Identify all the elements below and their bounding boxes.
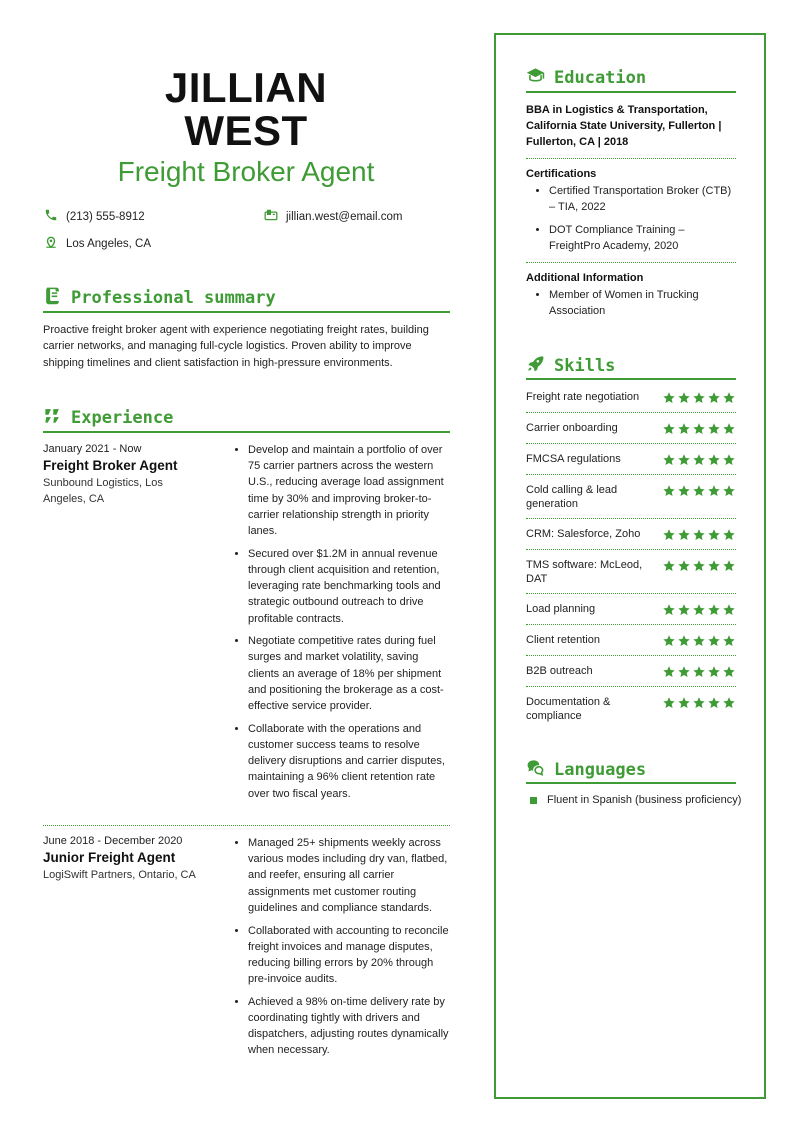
languages-heading-text: Languages <box>554 760 647 780</box>
star-icon <box>707 603 721 622</box>
skill-name: TMS software: McLeod, DAT <box>526 559 643 585</box>
star-icon <box>722 422 736 441</box>
job-2-dates: June 2018 - December 2020 <box>43 835 183 847</box>
summary-heading <box>43 286 276 310</box>
star-icon <box>692 528 706 547</box>
phone-icon <box>44 208 58 225</box>
skill-divider <box>526 549 736 550</box>
star-icon <box>677 559 691 578</box>
skill-row <box>526 665 736 684</box>
skill-rating <box>662 453 736 472</box>
education-divider <box>526 91 736 93</box>
star-icon <box>662 603 676 622</box>
square-bullet-icon <box>530 797 537 804</box>
skill-name: Freight rate negotiation <box>526 391 640 403</box>
star-icon <box>662 559 676 578</box>
education-dots-2 <box>526 262 736 263</box>
skill-row <box>526 634 736 653</box>
skill-row <box>526 603 736 622</box>
star-icon <box>707 422 721 441</box>
star-icon <box>692 422 706 441</box>
star-icon <box>707 391 721 410</box>
job-1-bullet-1: • Develop and maintain a portfolio of over 75 carrier partners across the western U.S., reducing average load assignment time by 30% and improving broker-to-carrier relationship strength in priority lanes. <box>248 442 450 539</box>
job-2-bullet-2: • Collaborated with accounting to reconcile freight invoices and manage disputes, reducing billing errors by 20% through pre-invoice audits. <box>248 923 450 988</box>
star-icon <box>707 696 721 715</box>
job-title: Freight Broker Agent <box>117 156 375 187</box>
skill-divider <box>526 443 736 444</box>
phone-number[interactable]: (213) 555-8912 <box>66 210 145 223</box>
education-dots-1 <box>526 158 736 159</box>
skill-divider <box>526 474 736 475</box>
job-1-dates: January 2021 - Now <box>43 443 142 455</box>
skill-rating <box>662 603 736 622</box>
skill-rating <box>662 528 736 547</box>
star-icon <box>707 634 721 653</box>
skill-row <box>526 484 736 511</box>
star-icon <box>722 528 736 547</box>
star-icon <box>707 559 721 578</box>
certifications-label: Certifications <box>526 168 597 180</box>
star-icon <box>722 484 736 503</box>
star-icon <box>662 453 676 472</box>
star-icon <box>692 603 706 622</box>
language-item <box>530 794 741 806</box>
skills-divider <box>526 378 736 380</box>
job-1-bullets <box>232 442 450 808</box>
certification-2: • DOT Compliance Training – FreightPro Academy, 2020 <box>549 222 736 254</box>
star-icon <box>677 422 691 441</box>
skill-name: B2B outreach <box>526 665 593 677</box>
star-icon <box>662 665 676 684</box>
star-icon <box>692 453 706 472</box>
skill-row <box>526 696 736 723</box>
star-icon <box>722 696 736 715</box>
last-name: WEST <box>184 107 308 154</box>
star-icon <box>677 391 691 410</box>
job-1-bullet-3: • Negotiate competitive rates during fuel surges and market volatility, saving clients an average of 18% per shipment and positioning the brokerage as a cost-effective service provider. <box>248 633 450 714</box>
star-icon <box>722 603 736 622</box>
chat-icon <box>526 758 545 782</box>
skill-row <box>526 391 736 410</box>
skill-row <box>526 422 736 441</box>
star-icon <box>722 453 736 472</box>
job-1-bullet-4: • Collaborate with the operations and customer success teams to resolve delivery disruptions and carrier disputes, maintaining a 96% client retention rate over two fiscal years. <box>248 721 450 802</box>
star-icon <box>662 528 676 547</box>
additional-info-label: Additional Information <box>526 272 644 284</box>
skill-name: Cold calling & lead generation <box>526 484 618 510</box>
certification-1: • Certified Transportation Broker (CTB) – TIA, 2022 <box>549 183 736 215</box>
skill-rating <box>662 559 736 578</box>
skills-heading <box>526 354 615 378</box>
star-icon <box>662 484 676 503</box>
star-icon <box>662 391 676 410</box>
job-1-title: Freight Broker Agent <box>43 458 178 473</box>
star-icon <box>692 634 706 653</box>
job-2-bullets <box>232 835 450 1065</box>
skill-name: Documentation & compliance <box>526 696 611 722</box>
star-icon <box>692 559 706 578</box>
location-text: Los Angeles, CA <box>66 237 152 250</box>
skill-name: Client retention <box>526 634 600 646</box>
job-1-company: Sunbound Logistics, Los Angeles, CA <box>43 477 163 505</box>
education-heading-text: Education <box>554 68 647 88</box>
skill-divider <box>526 686 736 687</box>
additional-info-list <box>526 287 736 326</box>
star-icon <box>677 665 691 684</box>
languages-heading <box>526 758 646 782</box>
skill-name: Load planning <box>526 603 596 615</box>
star-icon <box>722 391 736 410</box>
skill-name: Carrier onboarding <box>526 422 618 434</box>
skill-rating <box>662 665 736 684</box>
star-icon <box>722 559 736 578</box>
skill-rating <box>662 696 736 715</box>
job-2-bullet-1: • Managed 25+ shipments weekly across various modes including dry van, flatbed, and reefer, ensuring all carrier assignments met customer routing guidelines and compliance standards. <box>248 835 450 916</box>
star-icon <box>692 391 706 410</box>
email-icon <box>264 208 278 225</box>
additional-info-1: • Member of Women in Trucking Association <box>549 287 736 319</box>
graduation-cap-icon <box>526 66 545 90</box>
star-icon <box>722 634 736 653</box>
star-icon <box>677 696 691 715</box>
skill-rating <box>662 634 736 653</box>
star-icon <box>677 484 691 503</box>
education-heading <box>526 66 646 90</box>
skill-divider <box>526 624 736 625</box>
skill-rating <box>662 422 736 441</box>
summary-divider <box>43 311 450 313</box>
skills-heading-text: Skills <box>554 356 616 376</box>
star-icon <box>692 696 706 715</box>
star-icon <box>707 453 721 472</box>
skill-divider <box>526 412 736 413</box>
star-icon <box>707 484 721 503</box>
skill-divider <box>526 593 736 594</box>
contact-location <box>44 235 151 252</box>
star-icon <box>707 528 721 547</box>
skill-name: CRM: Salesforce, Zoho <box>526 528 641 540</box>
star-icon <box>677 603 691 622</box>
skill-row <box>526 559 736 586</box>
certifications-list <box>526 183 736 261</box>
job-divider <box>43 825 450 826</box>
scroll-icon <box>43 286 62 310</box>
star-icon <box>677 634 691 653</box>
summary-text: Proactive freight broker agent with experience negotiating freight rates, building carrier networks, and managing full-cycle logistics. Proven ability to improve shipping timelines and client satisfaction in high-pressure environments. <box>43 324 429 369</box>
candidate-name <box>40 66 452 152</box>
star-icon <box>662 422 676 441</box>
location-icon <box>44 235 58 252</box>
rocket-icon <box>526 354 545 378</box>
email-address[interactable]: jillian.west@email.com <box>286 210 403 223</box>
star-icon <box>677 453 691 472</box>
experience-heading <box>43 406 173 430</box>
skill-divider <box>526 518 736 519</box>
contact-phone <box>44 208 145 225</box>
skill-divider <box>526 655 736 656</box>
job-2-meta <box>43 835 228 883</box>
star-icon <box>692 484 706 503</box>
contact-email <box>264 208 402 225</box>
star-icon <box>692 665 706 684</box>
skill-rating <box>662 484 736 503</box>
job-2-company: LogiSwift Partners, Ontario, CA <box>43 869 196 881</box>
summary-heading-text: Professional summary <box>71 288 276 308</box>
languages-divider <box>526 782 736 784</box>
education-degree: BBA in Logistics & Transportation, California State University, Fullerton | Fullerton, CA | 2018 <box>526 104 722 148</box>
quote-icon <box>43 406 62 430</box>
star-icon <box>722 665 736 684</box>
skill-rating <box>662 391 736 410</box>
job-1-bullet-2: • Secured over $1.2M in annual revenue through client acquisition and retention, leveraging rate benchmarking tools and strategic outbound outreach to drive profitable contracts. <box>248 546 450 627</box>
language-text: Fluent in Spanish (business proficiency) <box>547 794 742 806</box>
first-name: JILLIAN <box>164 64 328 111</box>
star-icon <box>677 528 691 547</box>
skill-row <box>526 453 736 472</box>
star-icon <box>662 634 676 653</box>
star-icon <box>662 696 676 715</box>
skill-name: FMCSA regulations <box>526 453 621 465</box>
experience-heading-text: Experience <box>71 408 174 428</box>
skill-row <box>526 528 736 547</box>
job-1-meta <box>43 443 223 507</box>
job-2-bullet-3: • Achieved a 98% on-time delivery rate by coordinating tightly with drivers and dispatchers, adjusting routes dynamically when necessary. <box>248 994 450 1059</box>
star-icon <box>707 665 721 684</box>
experience-divider <box>43 431 450 433</box>
job-2-title: Junior Freight Agent <box>43 850 176 865</box>
